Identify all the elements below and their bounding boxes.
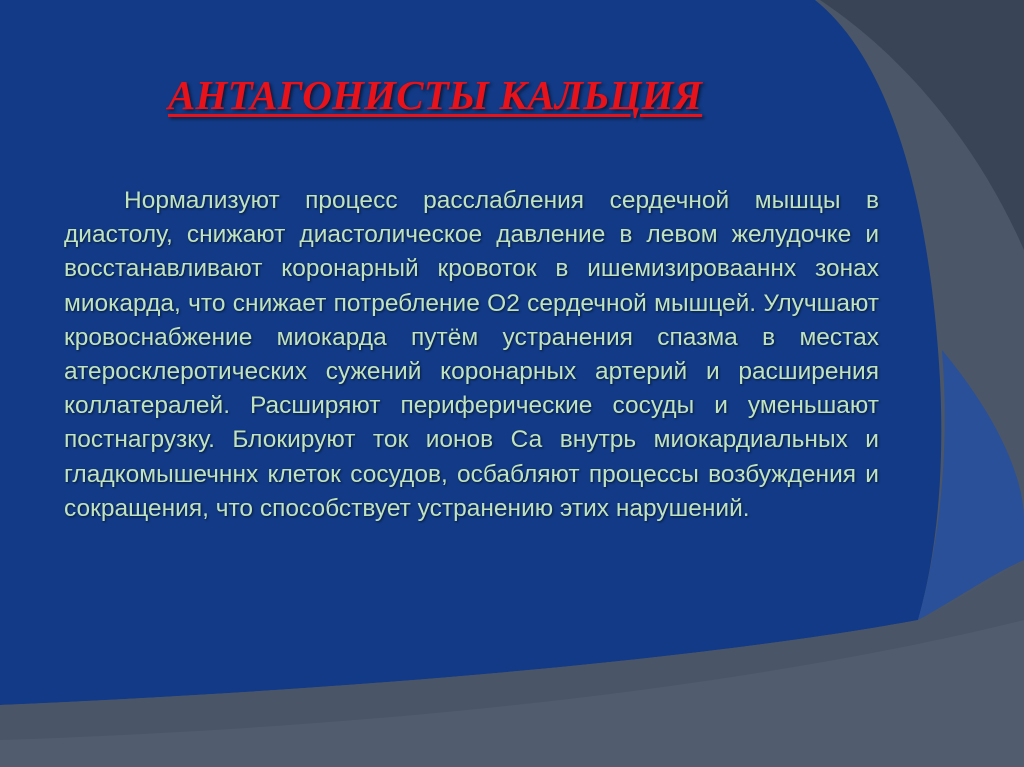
- slide-title: АНТАГОНИСТЫ КАЛЬЦИЯ: [168, 72, 703, 118]
- slide-body-text: Нормализуют процесс расслабления сердечной мышцы в диастолу, снижают диастолическое давление в левом желудочке и восстанавливают коронарный кровоток в ишемизировааннх зонах миокарда, что снижает потребление О2 сердечной мышцей. Улучшают кровоснабжение миокарда путём устранения спазма в местах атеросклеротических сужений коронарных артерий и расширения коллатералей. Расширяют периферические сосуды и уменьшают постнагрузку. Блокируют ток ионов Са внутрь миокардиальных и гладкомышечннх клеток сосудов, осбабляют процессы возбуждения и сокращения, что способствует устранению этих нарушений.: [64, 187, 879, 522]
